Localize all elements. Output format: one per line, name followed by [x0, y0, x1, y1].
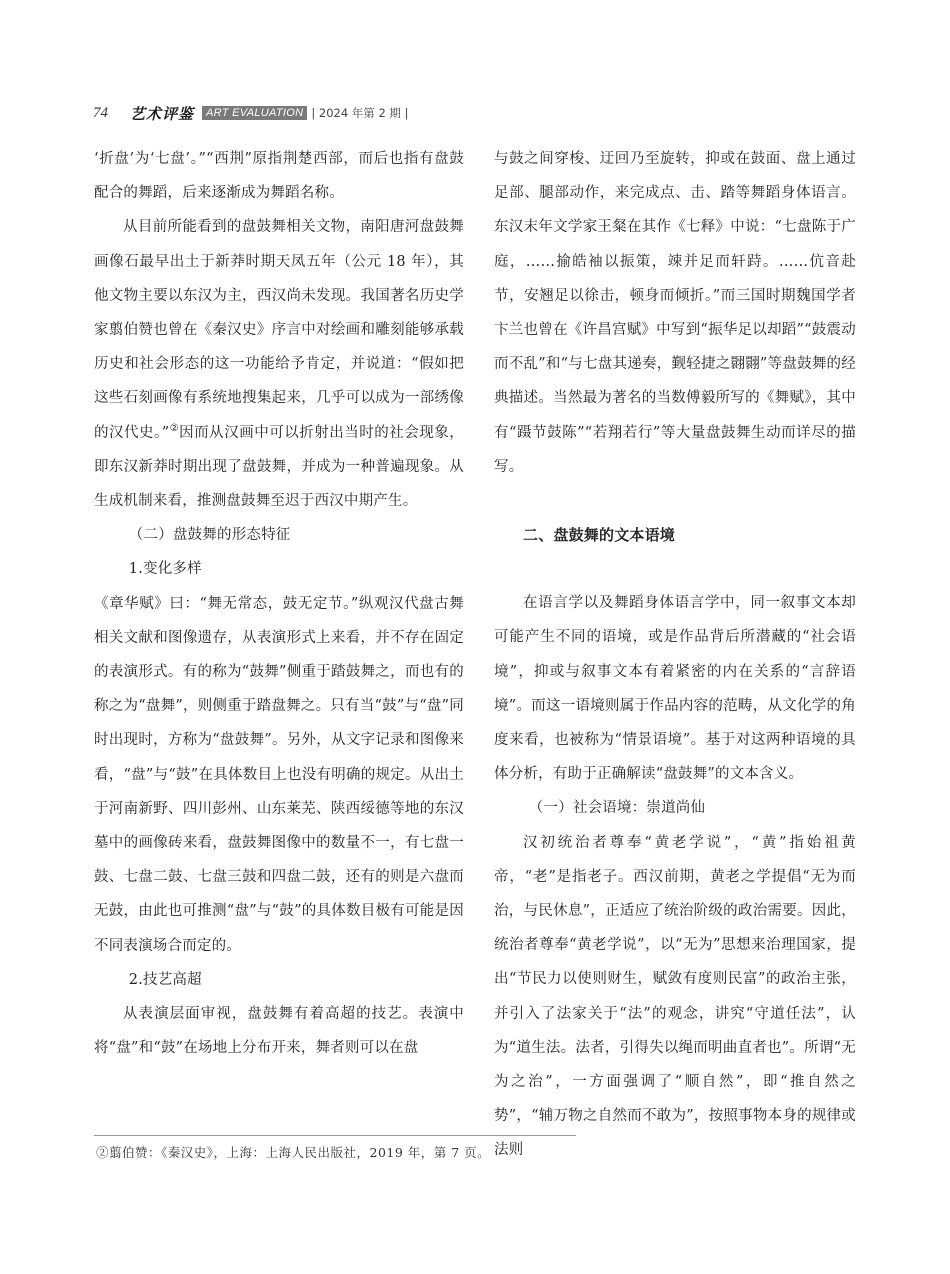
- section-spacer: [494, 552, 856, 586]
- section-spacer: [494, 484, 856, 518]
- subsection-heading: 2.技艺高超: [128, 971, 202, 988]
- running-header: [93, 101, 408, 125]
- footnote-marker[interactable]: ②: [169, 422, 180, 434]
- footnote-divider: [94, 1135, 576, 1136]
- paragraph-text: 从目前所能看到的盘鼓舞相关文物，南阳唐河盘鼓舞画像石最早出土于新莽时期天凤五年（公元 18 年），其他文物主要以东汉为主，西汉尚未发现。我国著名历史学家翦伯赞也曾在《秦汉史》序言中对绘画和雕刻能够承载历史和社会形态的这一功能给予肯定，并说道：“假如把这些石刻画像有系统地搜集起来，几乎可以成为一部绣像的汉代史。”: [94, 219, 464, 441]
- paragraph: ‘折盘’为‘七盘’。”“西荆”原指荆楚西部，而后也指有盘鼓配合的舞蹈，后来逐渐成为舞蹈名称。: [94, 151, 464, 202]
- paragraph: 与鼓之间穿梭、迂回乃至旋转，抑或在鼓面、盘上通过足部、腿部动作，来完成点、击、踏等舞蹈身体语言。东汉末年文学家王粲在其作《七释》中说：“七盘陈于广庭，……揄皓袖以振策，竦并足而轩跱。……伉音赴节，安翘足以徐击，顿身而倾折。”而三国时期魏国学者卞兰也曾在《许昌宫赋》中写到“振华足以却蹈”“鼓震动而不乱”和“与七盘其递奏，觐轻捷之翾翾”等盘鼓舞的经典描述。当然最为著名的当数傅毅所写的《舞赋》，其中有“蹑节鼓陈”“若翔若行”等大量盘鼓舞生动而详尽的描写。: [494, 151, 856, 475]
- paragraph-text: 因而从汉画中可以折射出当时的社会现象，即东汉新莽时期出现了盘鼓舞，并成为一种普遍现象。从生成机制来看，推测盘鼓舞至迟于西汉中期产生。: [94, 424, 464, 510]
- paragraph: 汉初统治者尊奉“黄老学说”，“黄”指始祖黄帝，“老”是指老子。西汉前期，黄老之学提倡“无为而治，与民休息”，正适应了统治阶级的政治需要。因此，统治者尊奉“黄老学说”，以“无为”思想来治理国家，提出“节民力以使则财生，赋敛有度则民富”的政治主张，并引入了法家关于“法”的观念，讲究“守道任法”，认为“道生法。法者，引得失以绳而明曲直者也”。所谓“无为之治”，一方面强调了“顺自然”，即“推自然之势”，“辅万物之自然而不敢为”，按照事物本身的规律或法则: [494, 834, 856, 1159]
- subsection-heading: （一）社会语境：崇道尚仙: [528, 800, 706, 817]
- subsection-heading: 1.变化多样: [128, 561, 202, 578]
- paragraph: 从表演层面审视，盘鼓舞有着高超的技艺。表演中将“盘”和“鼓”在场地上分布开来，舞者则可以在盘: [94, 1006, 464, 1057]
- right-column: [494, 142, 856, 1168]
- paragraph: [94, 210, 464, 518]
- journal-logo: 艺术评鉴: [130, 104, 195, 123]
- journal-english-title: ART EVALUATION: [202, 106, 307, 120]
- page-number: 74: [93, 104, 108, 121]
- subsection-heading: （二）盘鼓舞的形态特征: [128, 527, 291, 544]
- footnote: ②翦伯赞：《秦汉史》，上海：上海人民出版社，2019 年，第 7 页。: [96, 1145, 491, 1160]
- issue-label: | 2024 年第 2 期 |: [311, 106, 409, 120]
- paragraph: 《章华赋》曰：“舞无常态，鼓无定节。”纵观汉代盘古舞相关文献和图像遗存，从表演形式上来看，并不存在固定的表演形式。有的称为“鼓舞”侧重于踏鼓舞之，而也有的称之为“盘舞”，则侧重于踏盘舞之。只有当“鼓”与“盘”同时出现时，方称为“盘鼓舞”。另外，从文字记录和图像来看，“盘”与“鼓”在具体数目上也没有明确的规定。从出土于河南新野、四川彭州、山东莱芜、陕西绥德等地的东汉墓中的画像砖来看，盘鼓舞图像中的数量不一，有七盘一鼓、七盘二鼓、七盘三鼓和四盘二鼓，还有的则是六盘而无鼓，由此也可推测“盘”与“鼓”的具体数目极有可能是因不同表演场合而定的。: [94, 595, 464, 954]
- section-title: 二、盘鼓舞的文本语境: [523, 526, 676, 545]
- paragraph: 在语言学以及舞蹈身体语言学中，同一叙事文本却可能产生不同的语境，或是作品背后所潜藏的“社会语境”，抑或与叙事文本有着紧密的内在关系的“言辞语境”。而这一语境则属于作品内容的范畴，从文化学的角度来看，也被称为“情景语境”。基于对这两种语境的具体分析，有助于正确解读“盘鼓舞”的文本含义。: [494, 595, 856, 783]
- left-column: [94, 142, 464, 1065]
